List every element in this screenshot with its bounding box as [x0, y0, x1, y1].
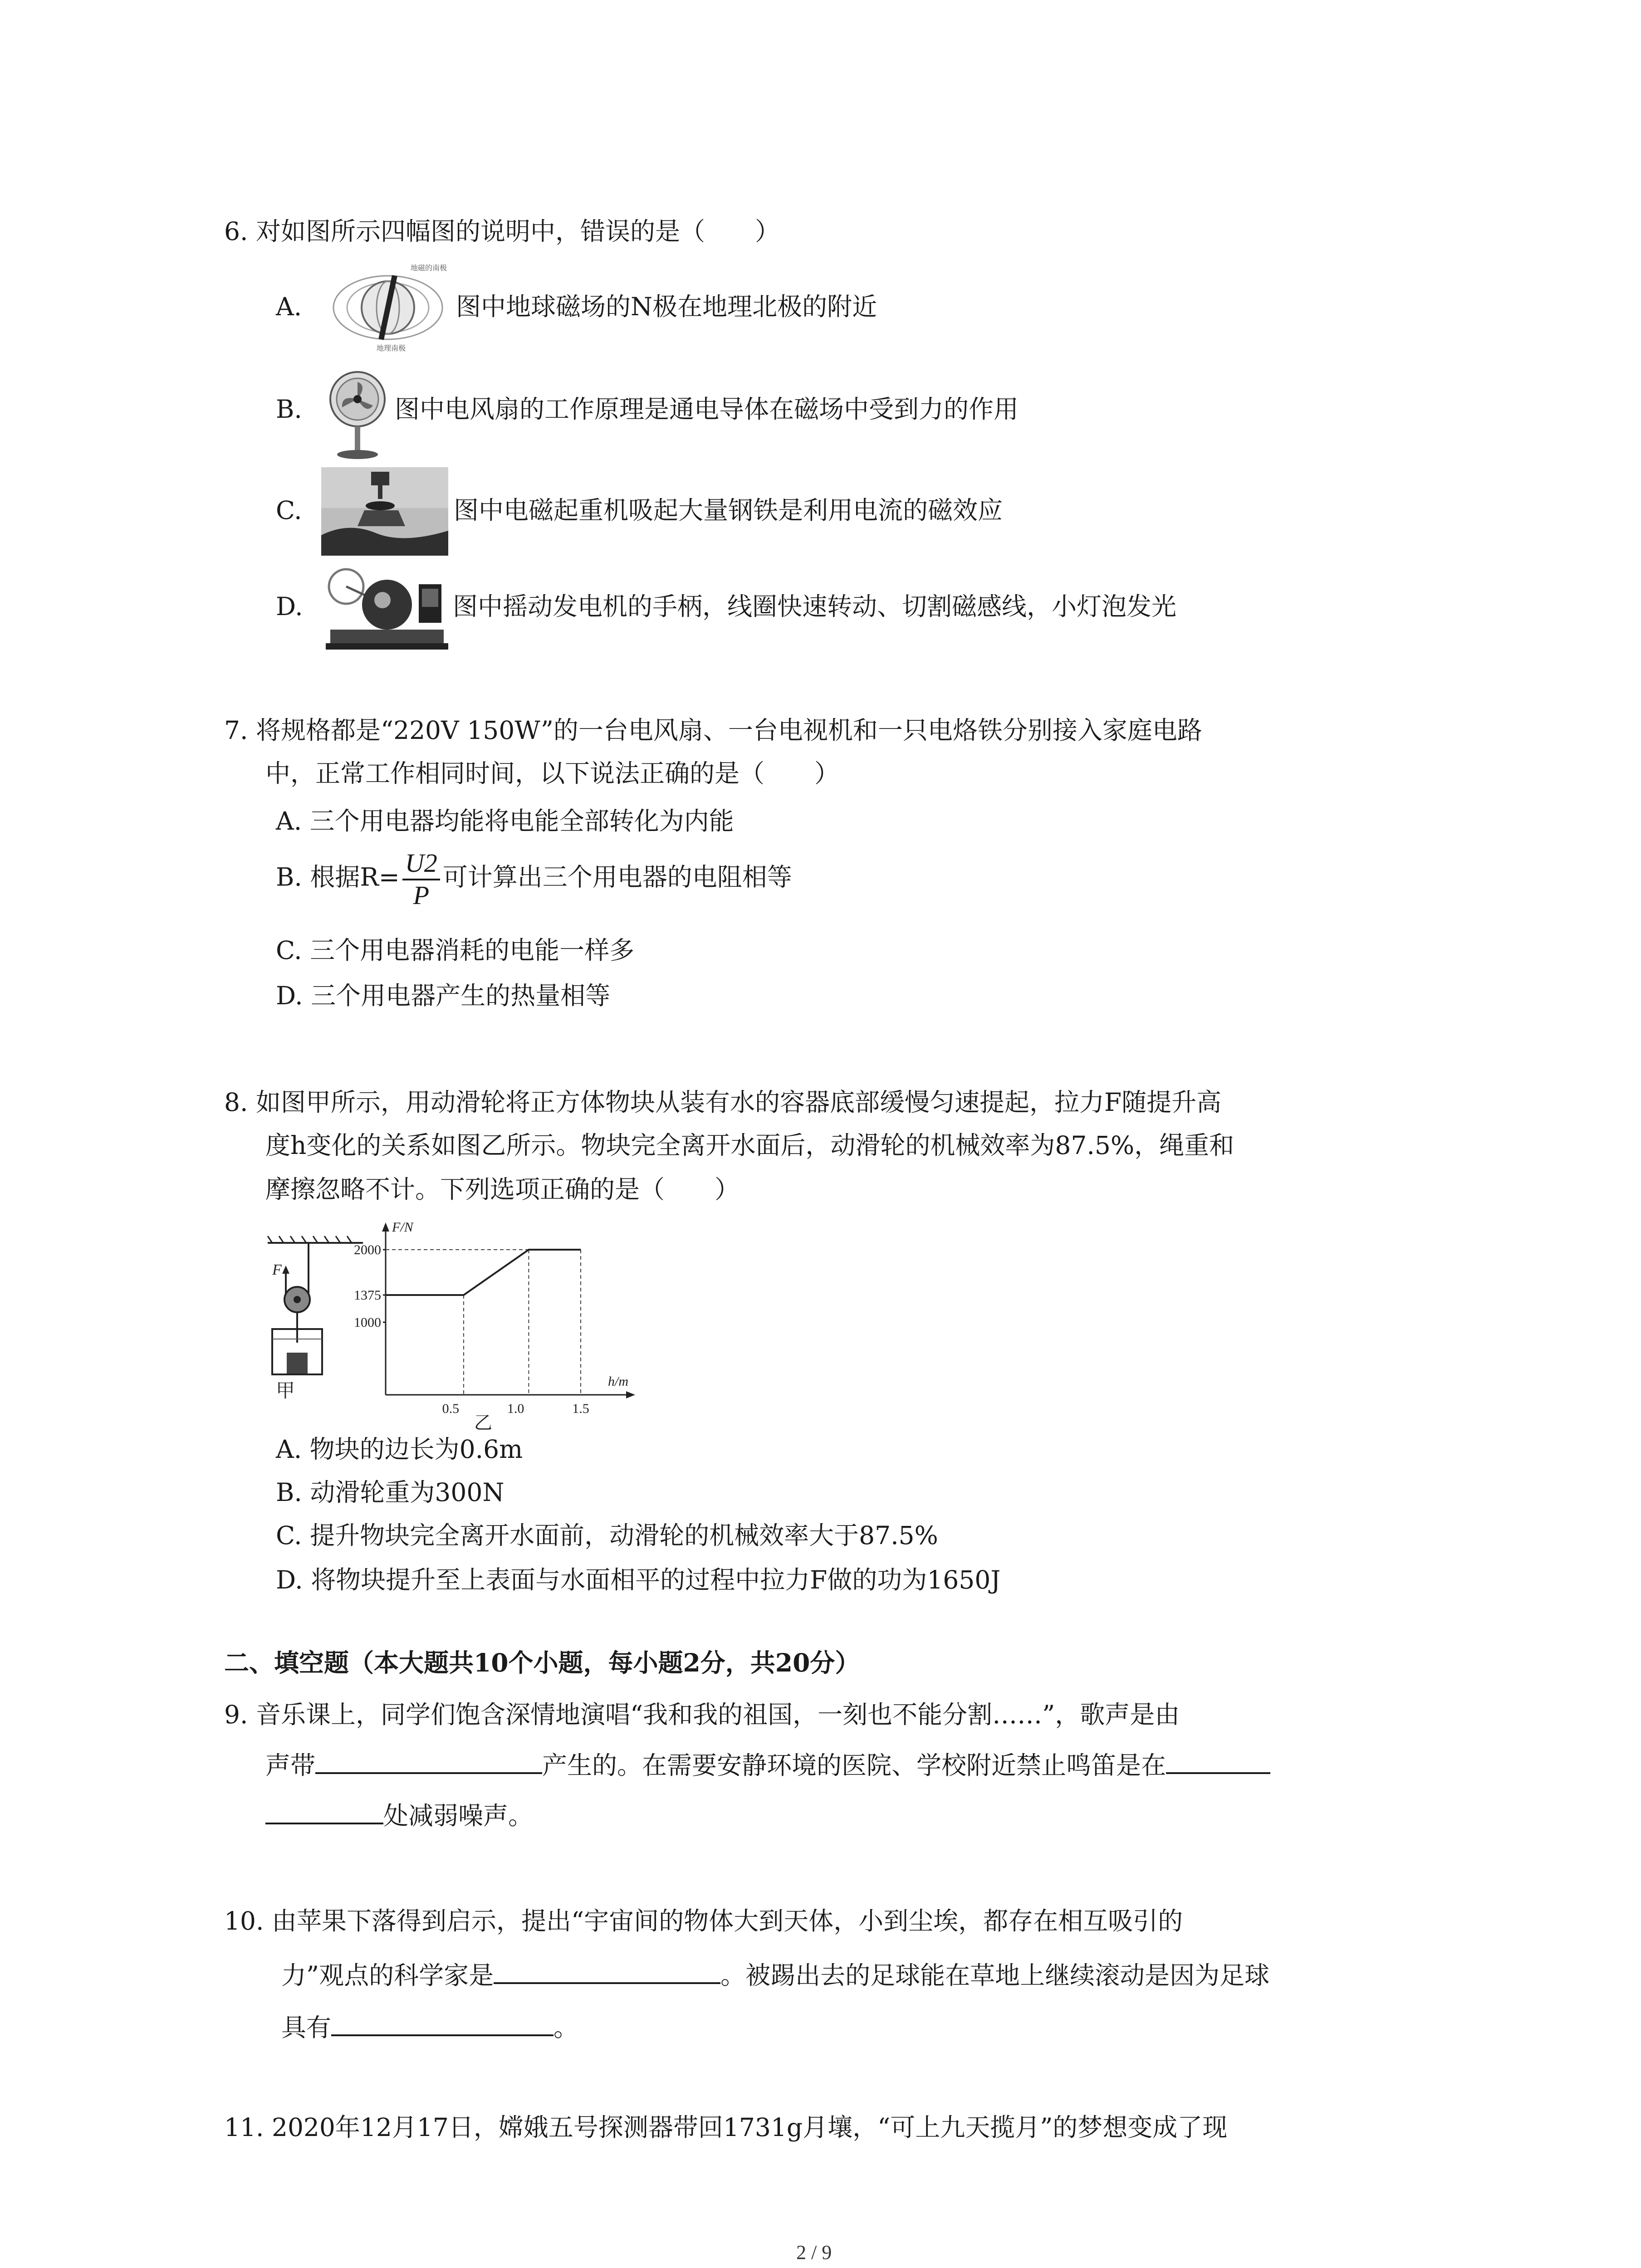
q9-blank-1[interactable] — [315, 1750, 542, 1774]
q9-line2-post: 产生的。在需要安静环境的医院、学校附近禁止鸣笛是在 — [542, 1751, 1166, 1780]
q7-option-a: A. 三个用电器均能将电能全部转化为内能 — [276, 807, 734, 836]
q10-line3 — [281, 2012, 578, 2044]
q9-line2 — [265, 1750, 1270, 1782]
q8-stem-line1: 8. 如图甲所示，用动滑轮将正方体物块从装有水的容器底部缓慢匀速提起，拉力F随提升高 — [224, 1088, 1222, 1117]
q8-option-a: A. 物块的边长为0.6m — [276, 1435, 523, 1464]
q10-line2-pre: 力”观点的科学家是 — [281, 1961, 494, 1990]
q10-line1: 10. 由苹果下落得到启示，提出“宇宙间的物体大到天体，小到尘埃，都存在相互吸引的 — [224, 1906, 1183, 1936]
figure-yi-label: 乙 — [474, 1413, 492, 1433]
fraction-numerator: U2 — [402, 848, 440, 880]
fraction-denominator: P — [413, 880, 430, 910]
x-tick-label: 1.0 — [507, 1401, 524, 1416]
y-tick-label: 1375 — [354, 1288, 381, 1303]
q6-option-a-letter: A. — [276, 292, 302, 321]
q8-option-c: C. 提升物块完全离开水面前，动滑轮的机械效率大于87.5% — [276, 1521, 938, 1550]
x-tick-label: 1.5 — [572, 1401, 589, 1416]
q7-option-b-pre: B. 根据R= — [276, 862, 400, 892]
q7-option-c: C. 三个用电器消耗的电能一样多 — [276, 936, 635, 965]
q8-stem-line3: 摩擦忽略不计。下列选项正确的是（ ） — [265, 1175, 740, 1204]
section2-heading: 二、填空题（本大题共10个小题，每小题2分，共20分） — [224, 1648, 860, 1677]
q8-option-b: B. 动滑轮重为300N — [276, 1478, 505, 1507]
hand-generator-icon — [321, 562, 448, 652]
q10-line3-pre: 具有 — [281, 2013, 332, 2042]
q7-option-b-post: 可计算出三个用电器的电阻相等 — [442, 862, 792, 892]
q10-line3-post: 。 — [554, 2013, 579, 2042]
q9-line3 — [265, 1800, 533, 1833]
x-axis-label: h/m — [608, 1374, 628, 1389]
y-axis-label: F/N — [392, 1220, 413, 1235]
q7-stem-line1: 7. 将规格都是“220V 150W”的一台电风扇、一台电视机和一只电烙铁分别接入家庭电路 — [224, 716, 1202, 745]
q6-option-c-letter: C. — [276, 496, 302, 525]
q6-stem: 6. 对如图所示四幅图的说明中，错误的是（ ） — [224, 217, 780, 246]
q7-option-b — [276, 848, 792, 910]
svg-text:地磁的南极: 地磁的南极 — [411, 264, 447, 272]
q6-option-b-letter: B. — [276, 395, 302, 424]
q8-stem-line2: 度h变化的关系如图乙所示。物块完全离开水面后，动滑轮的机械效率为87.5%，绳重和 — [265, 1131, 1234, 1160]
q9-line1: 9. 音乐课上，同学们饱含深情地演唱“我和我的祖国，一刻也不能分割……”，歌声是由 — [224, 1700, 1180, 1729]
electromagnetic-crane-icon — [321, 467, 448, 556]
resistance-formula-fraction — [402, 848, 440, 910]
q9-blank-2-start[interactable] — [1166, 1750, 1270, 1774]
force-height-chart — [336, 1213, 644, 1433]
q6-option-c-text: 图中电磁起重机吸起大量钢铁是利用电流的磁效应 — [454, 496, 1003, 525]
svg-text:地理南极: 地理南极 — [377, 345, 406, 352]
force-series-line — [386, 1250, 581, 1295]
x-axis-arrow — [626, 1391, 635, 1398]
q7-stem-line2: 中，正常工作相同时间，以下说法正确的是（ ） — [265, 759, 840, 788]
y-axis-arrow — [382, 1222, 389, 1232]
svg-text:F: F — [272, 1261, 282, 1278]
q9-line3-post: 处减弱噪声。 — [383, 1801, 534, 1830]
q10-blank-1[interactable] — [494, 1960, 720, 1984]
q7-option-d: D. 三个用电器产生的热量相等 — [276, 981, 611, 1010]
x-tick-label: 0.5 — [442, 1401, 460, 1416]
electric-fan-icon — [326, 367, 389, 460]
q6-option-b-text: 图中电风扇的工作原理是通电导体在磁场中受到力的作用 — [395, 395, 1019, 424]
y-tick-label: 1000 — [354, 1315, 381, 1330]
earth-magnetic-field-icon — [327, 262, 449, 353]
q8-option-d: D. 将物块提升至上表面与水面相平的过程中拉力F做的功为1650J — [276, 1565, 1001, 1594]
page-number: 2 / 9 — [796, 2241, 832, 2263]
q11-line1: 11. 2020年12月17日，嫦娥五号探测器带回1731g月壤，“可上九天揽月”的梦想变成了现 — [224, 2113, 1228, 2142]
q6-option-d-letter: D. — [276, 592, 303, 621]
svg-text:甲: 甲 — [276, 1381, 295, 1402]
force-height-chart-svg — [336, 1213, 644, 1433]
q6-option-d-text: 图中摇动发电机的手柄，线圈快速转动、切割磁感线，小灯泡发光 — [453, 592, 1177, 621]
q10-line2-post: 。被踢出去的足球能在草地上继续滚动是因为足球 — [720, 1961, 1270, 1990]
q10-blank-2[interactable] — [331, 2012, 554, 2036]
y-tick-label: 2000 — [354, 1242, 381, 1257]
q6-option-a-text: 图中地球磁场的N极在地理北极的附近 — [456, 292, 877, 321]
q10-line2 — [281, 1960, 1269, 1992]
q9-blank-2-end[interactable] — [265, 1800, 383, 1824]
q9-line2-pre: 声带 — [265, 1751, 316, 1780]
